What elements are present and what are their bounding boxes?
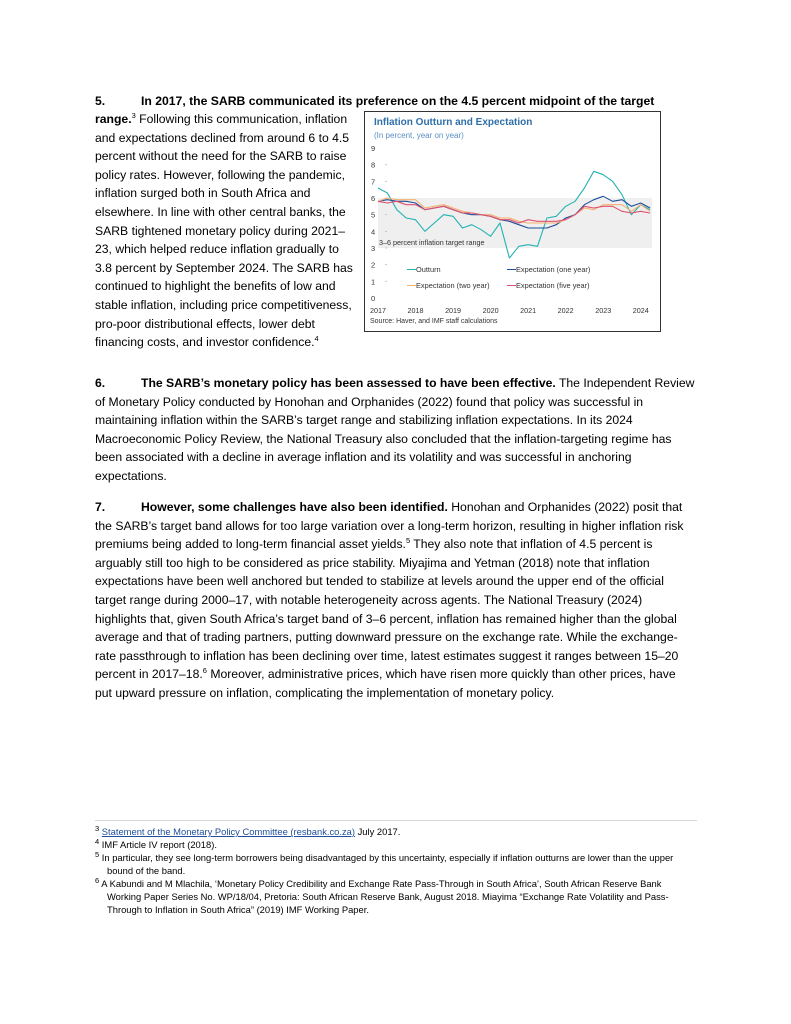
- footnote-ref[interactable]: 3: [131, 110, 136, 120]
- footnote-5: [95, 851, 695, 877]
- footnote-ref[interactable]: 4: [314, 334, 319, 344]
- legend-label: Expectation (one year): [516, 265, 591, 274]
- footnotes: [95, 825, 695, 916]
- paragraph-heading-tail: range.: [95, 112, 132, 126]
- footnote-6: [95, 877, 695, 916]
- paragraph-heading: However, some challenges have also been identified.: [141, 500, 448, 514]
- paragraph-7: [95, 498, 695, 703]
- footnote-ref[interactable]: 5: [405, 536, 411, 546]
- chart-plot: [365, 112, 660, 331]
- footnote-text: July 2017.: [355, 826, 401, 837]
- x-tick-label: 2017: [370, 306, 386, 315]
- paragraph-text: Following this communication, inflation and expectations declined from around 6 to 4.5 percent without the need for the SARB to raise policy rates. However, following the pandemic, inflation surged both in South Africa and elsewhere. In line with other central banks, the SARB tightened monetary policy during 2021–23, which helped reduce inflation gradually to 3.8 percent by September 2024. The SARB has continued to highlight the benefits of low and stable inflation, including price competitiveness, pro-poor distributional effects, lower debt financing costs, and investor confidence.: [95, 112, 353, 350]
- legend-label: Outturn: [416, 265, 441, 274]
- paragraph-5-heading: [95, 92, 695, 111]
- target-band-label: 3–6 percent inflation target range: [379, 238, 485, 247]
- y-tick-label: 3: [371, 244, 376, 253]
- footnote-3: [95, 825, 695, 838]
- chart-source: Source: Haver, and IMF staff calculations: [370, 318, 498, 325]
- y-tick-label: 9: [371, 144, 376, 153]
- y-tick-label: 4: [371, 227, 376, 237]
- x-tick-label: 2021: [520, 306, 537, 315]
- y-tick-label: 8: [371, 160, 376, 170]
- x-tick-label: 2020: [482, 306, 499, 315]
- footnote-text: IMF Article IV report (2018).: [101, 839, 217, 850]
- paragraph-5-body: [95, 110, 355, 352]
- y-tick-label: 1: [371, 277, 376, 287]
- paragraph-text: Honohan and Orphanides (2022) posit that the SARB’s target band allows for too large variation over a long-term horizon, resulting in higher inflation risk premiums being added to long-term financial asset yields.: [95, 500, 684, 552]
- x-tick-label: 2023: [595, 306, 612, 315]
- paragraph-text: They also note that inflation of 4.5 percent is arguably still too high to be considered as price stability. Miyajima and Yetman (2018) note that inflation expectations have been well anchored but tended to stabilize at levels around the upper end of the official target range during 2000–17, with notable heterogeneity across agents. The National Treasury (2024) highlights that, given South Africa’s target band of 3–6 percent, inflation has remained higher than the global average and that of trading partners, putting downward pressure on the exchange rate. While the exchange-rate passthrough to inflation has been declining over time, latest estimates suggest it ranges between 15–20 percent in 2017–18.: [95, 537, 679, 682]
- footnote-divider: [95, 820, 697, 821]
- footnote-4: [95, 838, 695, 851]
- x-tick-label: 2024: [632, 306, 649, 315]
- y-tick-label: 0: [371, 294, 376, 303]
- footnote-ref[interactable]: 6: [202, 666, 207, 676]
- paragraph-number: 6.: [95, 376, 106, 390]
- paragraph-number: 5.: [95, 94, 106, 108]
- y-tick-label: 6: [371, 194, 376, 203]
- y-tick-label: 2: [371, 260, 376, 270]
- legend-label: Expectation (two year): [416, 281, 490, 290]
- footnote-text: A Kabundi and M Mlachila, ‘Monetary Policy Credibility and Exchange Rate Pass-Through in South Africa’, South African Reserve Bank Working Paper Series No. WP/18/04, Pretoria: South African Reserve Bank, August 2018. Miayima “Exchange Rate Volatility and Pass-Through to Inflation in South Africa” (2019) IMF Working Paper.: [101, 878, 669, 915]
- y-tick-label: 5: [371, 210, 376, 220]
- footnote-link[interactable]: Statement of the Monetary Policy Committee (resbank.co.za): [101, 826, 356, 837]
- paragraph-text: Moreover, administrative prices, which have risen more quickly than other prices, have put upward pressure on inflation, complicating the implementation of monetary policy.: [95, 667, 676, 700]
- x-tick-label: 2018: [407, 306, 424, 315]
- x-tick-label: 2022: [557, 306, 574, 315]
- paragraph-heading: In 2017, the SARB communicated its preference on the 4.5 percent midpoint of the target: [141, 94, 655, 108]
- footnote-number: 4: [95, 836, 100, 846]
- y-tick-label: 7: [371, 177, 376, 187]
- footnote-text: In particular, they see long-term borrowers being disadvantaged by this uncertainty, especially if inflation outturns are lower than the upper bound of the band.: [101, 852, 674, 876]
- chart-subtitle: (In percent, year on year): [374, 131, 464, 140]
- paragraph-6: [95, 374, 695, 486]
- chart-title: Inflation Outturn and Expectation: [374, 117, 533, 128]
- legend-label: Expectation (five year): [516, 281, 590, 290]
- inflation-chart: [364, 111, 661, 332]
- footnote-number: 6: [95, 875, 100, 885]
- x-tick-label: 2019: [445, 306, 462, 315]
- paragraph-heading: The SARB’s monetary policy has been assessed to have been effective.: [141, 376, 556, 390]
- footnote-number: 5: [95, 849, 100, 859]
- paragraph-number: 7.: [95, 500, 106, 514]
- paragraph-text: The Independent Review of Monetary Policy conducted by Honohan and Orphanides (2022) found that policy was successful in maintaining inflation within the SARB’s target range and stabilizing inflation expectations. In its 2024 Macroeconomic Policy Review, the National Treasury also concluded that the inflation-targeting regime has been associated with a decline in average inflation and its volatility and was successful in anchoring expectations.: [95, 376, 695, 483]
- footnote-number: 3: [95, 823, 100, 833]
